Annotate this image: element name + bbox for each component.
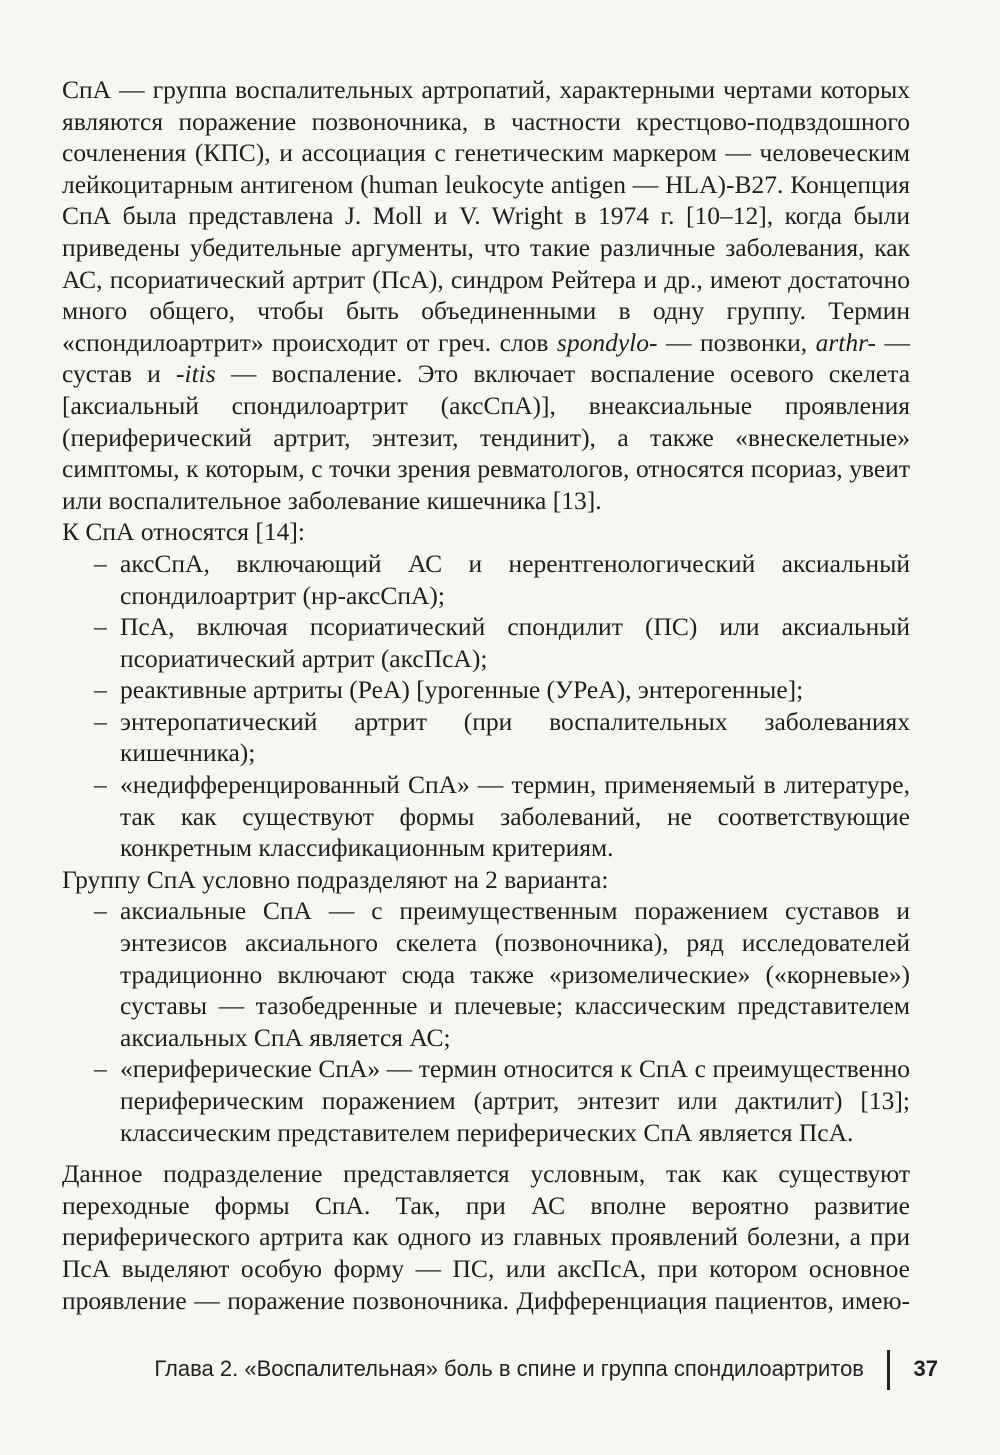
chapter-title: Глава 2. «Воспалительная» боль в спине и группа спондилоартритов: [154, 1356, 864, 1381]
paragraph-intro-text-4: — воспаление. Это включает воспаление осевого скелета [аксиальный спондилоартрит (аксСпА)], внеаксиальные проявления (периферический артрит, энтезит, тендинит), а также «внескелетные» симптомы, к которым, с точки зрения ревматологов, относятся псориаз, увеит или воспалительное заболевание кишечника [13].: [62, 359, 911, 515]
dash-marker: –: [94, 770, 107, 800]
dash-marker: –: [94, 675, 107, 705]
list-item: – «недифференцированный СпА» — термин, применяемый в литературе, так как существуют формы заболеваний, не соответствующие конкретным классификационным критериям.: [94, 770, 910, 863]
list-item: – «периферические СпА» — термин относится к СпА с преимущественно периферическим поражением (артрит, энтезит или дактилит) [13]; классическим представителем периферических СпА является ПсА.: [94, 1054, 910, 1147]
dash-marker: –: [94, 896, 107, 926]
paragraph-conclusion: Данное подразделение представляется условным, так как существуют переходные формы СпА. Так, при АС вполне вероятно развитие периферического артрита как одного из главных проявлений болезни, а при ПсА выделяют особую форму — ПС, или аксПсА, при котором основное проявление — поражение позвоночника. Дифференциация пациентов, имею-: [62, 1159, 910, 1315]
term-spondylo: spondylo-: [556, 327, 658, 357]
footer-divider: [887, 1350, 890, 1390]
running-footer: [154, 1350, 960, 1390]
term-arthr: arthr-: [815, 327, 877, 357]
list-item: – реактивные артриты (РеА) [урогенные (УРеА), энтерогенные];: [94, 675, 804, 705]
list2-intro: Группу СпА условно подразделяют на 2 варианта:: [62, 864, 609, 894]
spa-variants-list: [62, 895, 910, 1148]
body-text: [62, 74, 910, 1316]
page-number: 37: [913, 1356, 938, 1381]
paragraph-intro-text-3: — сустав и: [62, 327, 910, 389]
list1-intro: К СпА относятся [14]:: [62, 517, 305, 547]
list-item: – ПсА, включая псориатический спондилит (ПС) или аксиальный псориатический артрит (аксПсА);: [94, 612, 910, 673]
term-itis: -itis: [176, 359, 216, 389]
list-item: – энтеропатический артрит (при воспалительных заболеваниях кишечника);: [94, 706, 910, 768]
spa-types-list: [62, 548, 910, 864]
paragraph-intro-text-2: — позвонки,: [665, 327, 808, 357]
dash-marker: –: [94, 548, 107, 578]
dash-marker: –: [94, 612, 107, 642]
dash-marker: –: [94, 1054, 107, 1084]
list-item: – аксиальные СпА — с преимущественным поражением суставов и энтезисов аксиального скелета (позвоночника), ряд исследователей традиционно включают сюда также «ризомелические» («корневые») суставы — тазобедренные и плечевые; классическим представителем аксиальных СпА является АС;: [94, 896, 910, 1052]
dash-marker: –: [94, 706, 107, 736]
list-item: – аксСпА, включающий АС и нерентгенологический аксиальный спондилоартрит (нр-аксСпА);: [94, 548, 910, 610]
paragraph-intro-text: СпА — группа воспалительных артропатий, характерными чертами которых являются поражение позвоночника, в частности крестцово-подвздошного сочленения (КПС), и ассоциация с генетическим маркером — человеческим лейкоцитарным антигеном (human leukocyte antigen — HLA)-B27. Концепция СпА была представлена J. Moll и V. Wright в 1974 г. [10–12], когда были приведены убедительные аргументы, что такие различные заболевания, как АС, псориатический артрит (ПсА), синдром Рейтера и др., имеют достаточно много общего, чтобы быть объединенными в одну группу. Термин «спондилоартрит» происходит от греч. слов: [62, 75, 910, 357]
paragraph-intro: [62, 74, 910, 516]
